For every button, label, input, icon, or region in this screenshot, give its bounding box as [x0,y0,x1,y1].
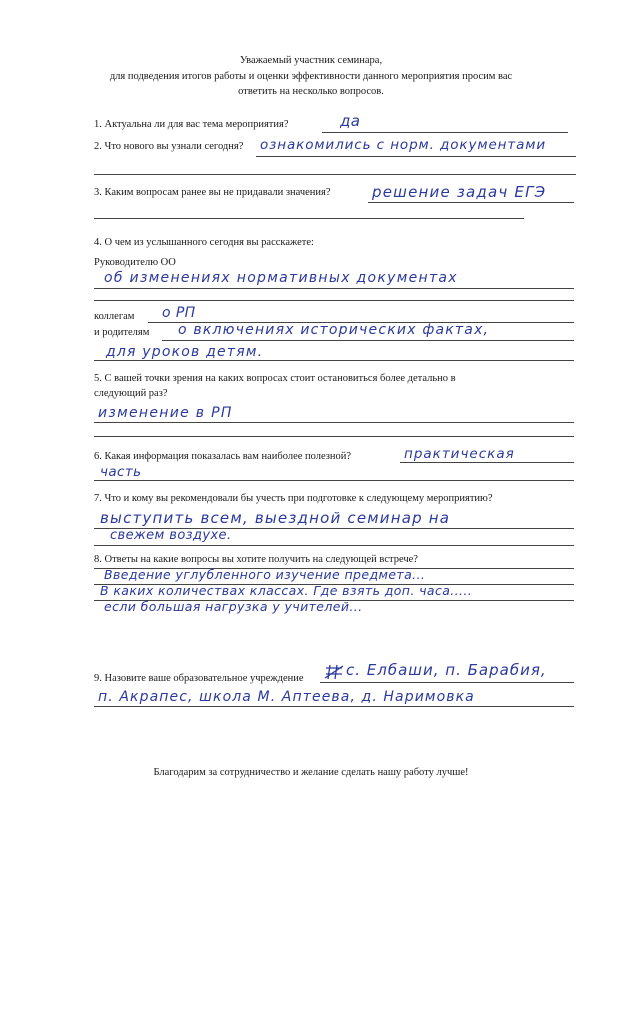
answer-line [94,300,574,301]
answer-line [320,682,574,683]
question-4-colleagues-label: коллегам [94,311,135,322]
answer-line [94,422,574,423]
answer-line [94,706,574,707]
answer-line [256,156,576,157]
question-7-label: 7. Что и кому вы рекомендовали бы учесть при подготовке к следующему мероприятию? [94,493,493,504]
question-7-answer-line-1[interactable]: выступить всем, выездной семинар на [100,509,451,527]
question-4-parents-label: и родителям [94,327,150,338]
answer-line [94,600,574,601]
answer-line [162,340,574,341]
answer-line [94,480,574,481]
answer-line [94,568,574,569]
question-3-answer[interactable]: решение задач ЕГЭ [372,183,547,201]
question-7-answer-line-2[interactable]: свежем воздухе. [110,528,232,543]
answer-line [368,202,574,203]
question-9-answer-line-1[interactable]: с. Елбаши, п. Барабия, [346,661,547,679]
answer-line [94,174,576,175]
question-5-label-line-2: следующий раз? [94,388,168,399]
question-4-leaders-label: Руководителю ОО [94,257,176,268]
question-5-answer[interactable]: изменение в РП [98,405,233,421]
question-6-answer-line-2[interactable]: часть [100,464,142,480]
question-4-colleagues-answer[interactable]: о РП [162,305,196,321]
answer-line [94,218,524,219]
question-8-answer-line-3[interactable]: если большая нагрузка у учителей... [104,599,363,614]
answer-line [94,436,574,437]
answer-line [94,360,574,361]
question-4-leaders-answer[interactable]: об изменениях нормативных документах [104,270,458,286]
question-8-answer-line-1[interactable]: Введение углубленного изучение предмета... [104,567,426,582]
header-greeting: Уважаемый участник семинара, [239,55,383,66]
answer-line [94,584,574,585]
question-4-label: 4. О чем из услышанного сегодня вы расскажете: [94,237,314,248]
question-4-parents-answer-2[interactable]: для уроков детям. [106,344,264,360]
answer-line [322,132,568,133]
question-6-label: 6. Какая информация показалась вам наиболее полезной? [94,451,352,462]
question-8-answer-line-2[interactable]: В каких количествах классах. Где взять доп. часа..... [100,583,473,598]
question-2-label: 2. Что нового вы узнали сегодня? [94,141,244,152]
question-1-label: 1. Актуальна ли для вас тема мероприятия? [94,119,289,130]
question-5-label-line-1: 5. С вашей точки зрения на каких вопросах стоит остановиться более детально в [94,373,456,384]
header-request: для подведения итогов работы и оценки эффективности данного мероприятия просим вас [109,71,513,82]
question-2-answer[interactable]: ознакомились с норм. документами [260,137,547,153]
crossed-out-mark-icon [324,664,344,680]
footer-thanks: Благодарим за сотрудничество и желание сделать нашу работу лучше! [153,767,469,778]
answer-line [94,288,574,289]
question-9-answer-line-2[interactable]: п. Акрапес, школа М. Аптеева, д. Наримовка [98,689,475,705]
question-3-label: 3. Каким вопросам ранее вы не придавали значения? [94,187,331,198]
answer-line [400,462,574,463]
question-9-label: 9. Назовите ваше образовательное учреждение [94,673,304,684]
answer-line [94,545,574,546]
question-4-parents-answer-1[interactable]: о включениях исторических фактах, [178,322,490,338]
header-instruction: ответить на несколько вопросов. [238,86,384,97]
question-8-label: 8. Ответы на какие вопросы вы хотите получить на следующей встрече? [94,554,418,565]
question-1-answer[interactable]: да [340,112,361,130]
question-6-answer-line-1[interactable]: практическая [404,446,515,462]
